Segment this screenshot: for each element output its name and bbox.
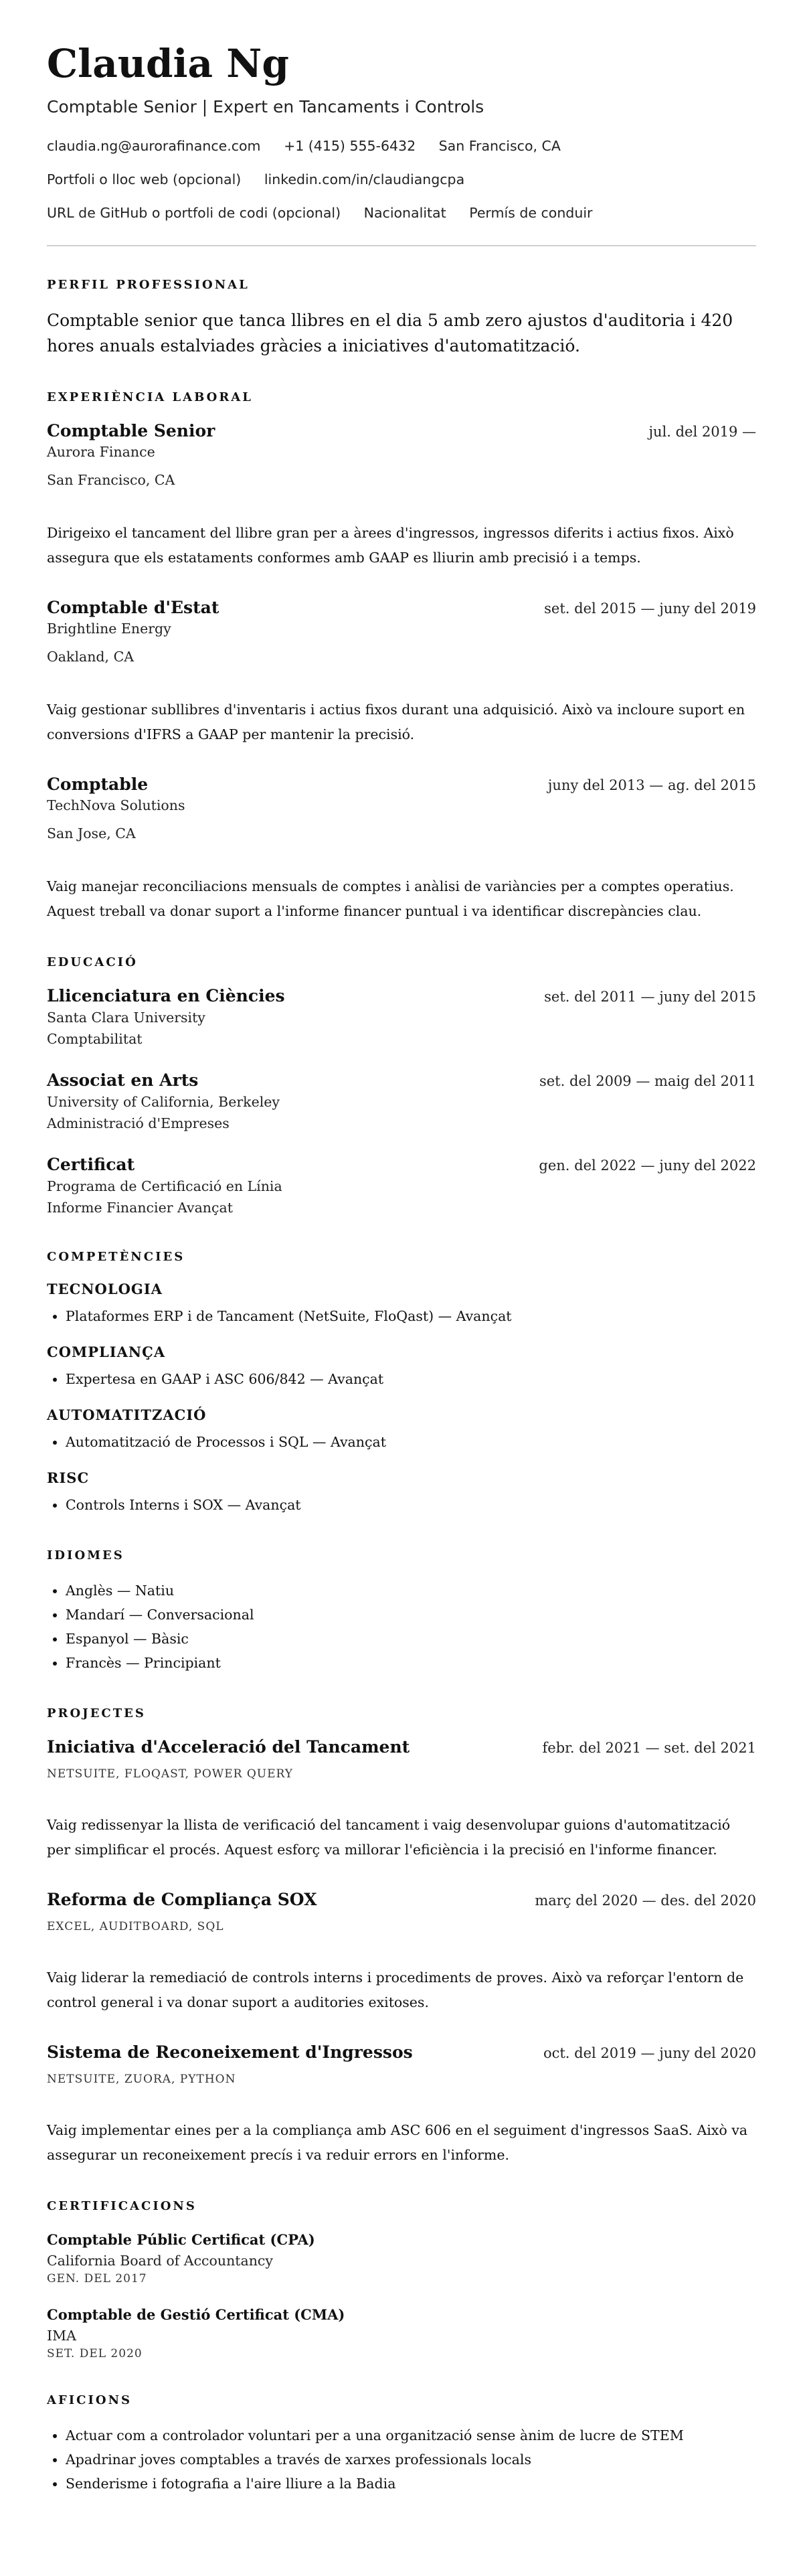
section-profile	[47, 277, 756, 359]
project-item	[47, 1889, 756, 2015]
job-description: Vaig gestionar subllibres d'inventaris i actius fixos durant una adquisició. Això va incloure suport en conversions d'IFRS a GAAP per mantenir la precisió.	[47, 702, 745, 742]
section-title-profile: PERFIL PROFESSIONAL	[47, 278, 250, 292]
profile-summary: Comptable senior que tanca llibres en el dia 5 amb zero ajustos d'auditoria i 420 hores anuals estalviades gràcies a iniciatives d'automatització.	[47, 311, 733, 355]
job-dates: jul. del 2019 —	[648, 424, 756, 440]
header-divider	[47, 245, 756, 246]
degree-dates: set. del 2011 — juny del 2015	[544, 989, 756, 1005]
skill-category: AUTOMATITZACIÓ	[47, 1406, 207, 1423]
project-dates: febr. del 2021 — set. del 2021	[542, 1740, 756, 1756]
section-education	[47, 955, 756, 1218]
school-name: Programa de Certificació en Línia	[47, 1178, 282, 1194]
job-description: Vaig manejar reconciliacions mensuals de comptes i anàlisi de variàncies per a comptes operatius. Aquest treball va donar suport a l'informe financer puntual i va identificar discrepàncies clau.	[47, 878, 734, 919]
contact-linkedin[interactable]: linkedin.com/in/claudiangcpa	[264, 171, 465, 187]
candidate-headline: Comptable Senior | Expert en Tancaments i Controls	[47, 97, 484, 116]
hobby-list	[47, 2423, 756, 2496]
project-tech: NETSUITE, ZUORA, PYTHON	[47, 2073, 236, 2086]
section-languages	[47, 1548, 756, 1675]
certification-issuer: IMA	[47, 2328, 76, 2344]
contact-portfolio[interactable]: Portfoli o lloc web (opcional)	[47, 171, 242, 187]
degree-dates: set. del 2009 — maig del 2011	[539, 1073, 756, 1089]
education-item	[47, 1070, 756, 1134]
contact-row-primary	[47, 137, 756, 155]
hobby-item: • Senderisme i fotografia a l'aire lliure a la Badia	[66, 2472, 756, 2496]
skill-category: COMPLIANÇA	[47, 1344, 166, 1360]
contact-nationality: Nacionalitat	[363, 205, 446, 221]
job-location: Oakland, CA	[47, 649, 135, 665]
degree-dates: gen. del 2022 — juny del 2022	[539, 1157, 756, 1174]
project-name: Iniciativa d'Acceleració del Tancament	[47, 1737, 410, 1757]
degree-field: Comptabilitat	[47, 1031, 143, 1047]
contact-github[interactable]: URL de GitHub o portfoli de codi (opcional)	[47, 205, 341, 221]
section-hobbies	[47, 2393, 756, 2496]
skill-category: TECNOLOGIA	[47, 1281, 163, 1297]
job-company: Aurora Finance	[47, 444, 155, 460]
project-item-head	[47, 1889, 756, 1911]
degree-title: Associat en Arts	[47, 1070, 199, 1090]
certification-issuer: California Board of Accountancy	[47, 2253, 273, 2269]
certification-name: Comptable de Gestió Certificat (CMA)	[47, 2306, 345, 2323]
education-item-head	[47, 1154, 756, 1176]
job-company: TechNova Solutions	[47, 797, 185, 813]
resume-header	[47, 40, 756, 222]
project-name: Reforma de Compliança SOX	[47, 1890, 317, 1909]
experience-item-head	[47, 774, 756, 795]
project-item-head	[47, 2042, 756, 2063]
project-description: Vaig redissenyar la llista de verificació del tancament i vaig desenvolupar guions d'automatització per simplificar el procés. Aquest esforç va millorar l'eficiència i la precisió en l'informe financer.	[47, 1817, 731, 1858]
job-location: San Francisco, CA	[47, 472, 175, 488]
contact-email[interactable]: claudia.ng@aurorafinance.com	[47, 138, 261, 154]
project-dates: oct. del 2019 — juny del 2020	[543, 2045, 756, 2061]
section-experience	[47, 390, 756, 924]
experience-item	[47, 420, 756, 570]
hobby-item: • Apadrinar joves comptables a través de xarxes professionals locals	[66, 2447, 756, 2472]
education-item	[47, 1154, 756, 1218]
skill-list	[47, 1367, 756, 1391]
job-company: Brightline Energy	[47, 621, 171, 637]
school-name: Santa Clara University	[47, 1010, 205, 1026]
skill-item: • Automatització de Processos i SQL — Avançat	[66, 1430, 756, 1454]
experience-item-head	[47, 597, 756, 619]
section-projects	[47, 1706, 756, 2168]
section-title-languages: IDIOMES	[47, 1548, 124, 1562]
section-title-education: EDUCACIÓ	[47, 955, 138, 969]
project-name: Sistema de Reconeixement d'Ingressos	[47, 2042, 413, 2062]
degree-title: Llicenciatura en Ciències	[47, 986, 285, 1005]
section-skills	[47, 1249, 756, 1517]
project-description: Vaig liderar la remediació de controls interns i procediments de proves. Això va reforçar l'entorn de control general i va donar suport a auditories exitoses.	[47, 1969, 744, 2010]
skill-list	[47, 1304, 756, 1328]
language-list	[47, 1579, 756, 1675]
section-title-certifications: CERTIFICACIONS	[47, 2199, 197, 2213]
experience-item-head	[47, 420, 756, 442]
job-title: Comptable	[47, 775, 149, 794]
skill-category: RISC	[47, 1469, 90, 1486]
education-item-head	[47, 1070, 756, 1091]
contact-phone[interactable]: +1 (415) 555-6432	[284, 138, 416, 154]
project-tech: EXCEL, AUDITBOARD, SQL	[47, 1920, 224, 1933]
language-item: • Mandarí — Conversacional	[66, 1603, 756, 1627]
job-description: Dirigeixo el tancament del llibre gran per a àrees d'ingressos, ingressos diferits i actius fixos. Això assegura que els estataments conformes amb GAAP es lliurin amb precisió i a temps.	[47, 525, 734, 566]
education-item-head	[47, 985, 756, 1007]
education-item	[47, 985, 756, 1050]
skill-list	[47, 1430, 756, 1454]
contact-row-links	[47, 170, 756, 189]
certification-date: GEN. DEL 2017	[47, 2272, 147, 2285]
job-title: Comptable Senior	[47, 421, 215, 440]
project-item-head	[47, 1737, 756, 1758]
degree-field: Administració d'Empreses	[47, 1115, 230, 1131]
school-name: University of California, Berkeley	[47, 1094, 280, 1110]
certification-name: Comptable Públic Certificat (CPA)	[47, 2231, 315, 2248]
project-item	[47, 2042, 756, 2168]
certification-item	[47, 2304, 756, 2362]
contact-driving-license: Permís de conduir	[469, 205, 593, 221]
section-certifications	[47, 2198, 756, 2362]
job-dates: set. del 2015 — juny del 2019	[544, 600, 756, 617]
job-title: Comptable d'Estat	[47, 598, 219, 617]
contact-row-extra	[47, 204, 756, 222]
experience-item	[47, 774, 756, 924]
language-item: • Francès — Principiant	[66, 1651, 756, 1675]
job-dates: juny del 2013 — ag. del 2015	[547, 777, 756, 793]
degree-field: Informe Financier Avançat	[47, 1200, 233, 1216]
project-item	[47, 1737, 756, 1862]
language-item: • Anglès — Natiu	[66, 1579, 756, 1603]
skill-item: • Expertesa en GAAP i ASC 606/842 — Avançat	[66, 1367, 756, 1391]
hobby-item: • Actuar com a controlador voluntari per a una organització sense ànim de lucre de STEM	[66, 2423, 756, 2447]
contact-location: San Francisco, CA	[438, 138, 561, 154]
project-tech: NETSUITE, FLOQAST, POWER QUERY	[47, 1767, 294, 1781]
project-dates: març del 2020 — des. del 2020	[535, 1893, 756, 1909]
candidate-name: Claudia Ng	[47, 41, 289, 86]
job-location: San Jose, CA	[47, 825, 136, 841]
section-title-experience: EXPERIÈNCIA LABORAL	[47, 390, 253, 404]
skill-item: • Controls Interns i SOX — Avançat	[66, 1493, 756, 1517]
language-item: • Espanyol — Bàsic	[66, 1627, 756, 1651]
certification-date: SET. DEL 2020	[47, 2347, 143, 2360]
section-title-projects: PROJECTES	[47, 1706, 146, 1720]
experience-item	[47, 597, 756, 747]
section-title-hobbies: AFICIONS	[47, 2393, 132, 2407]
skill-item: • Plataformes ERP i de Tancament (NetSuite, FloQast) — Avançat	[66, 1304, 756, 1328]
section-title-skills: COMPETÈNCIES	[47, 1250, 185, 1264]
skill-list	[47, 1493, 756, 1517]
certification-item	[47, 2229, 756, 2287]
degree-title: Certificat	[47, 1155, 135, 1174]
project-description: Vaig implementar eines per a la compliança amb ASC 606 en el seguiment d'ingressos SaaS. Això va assegurar un reconeixement precís i va reduir errors en l'informe.	[47, 2122, 748, 2163]
